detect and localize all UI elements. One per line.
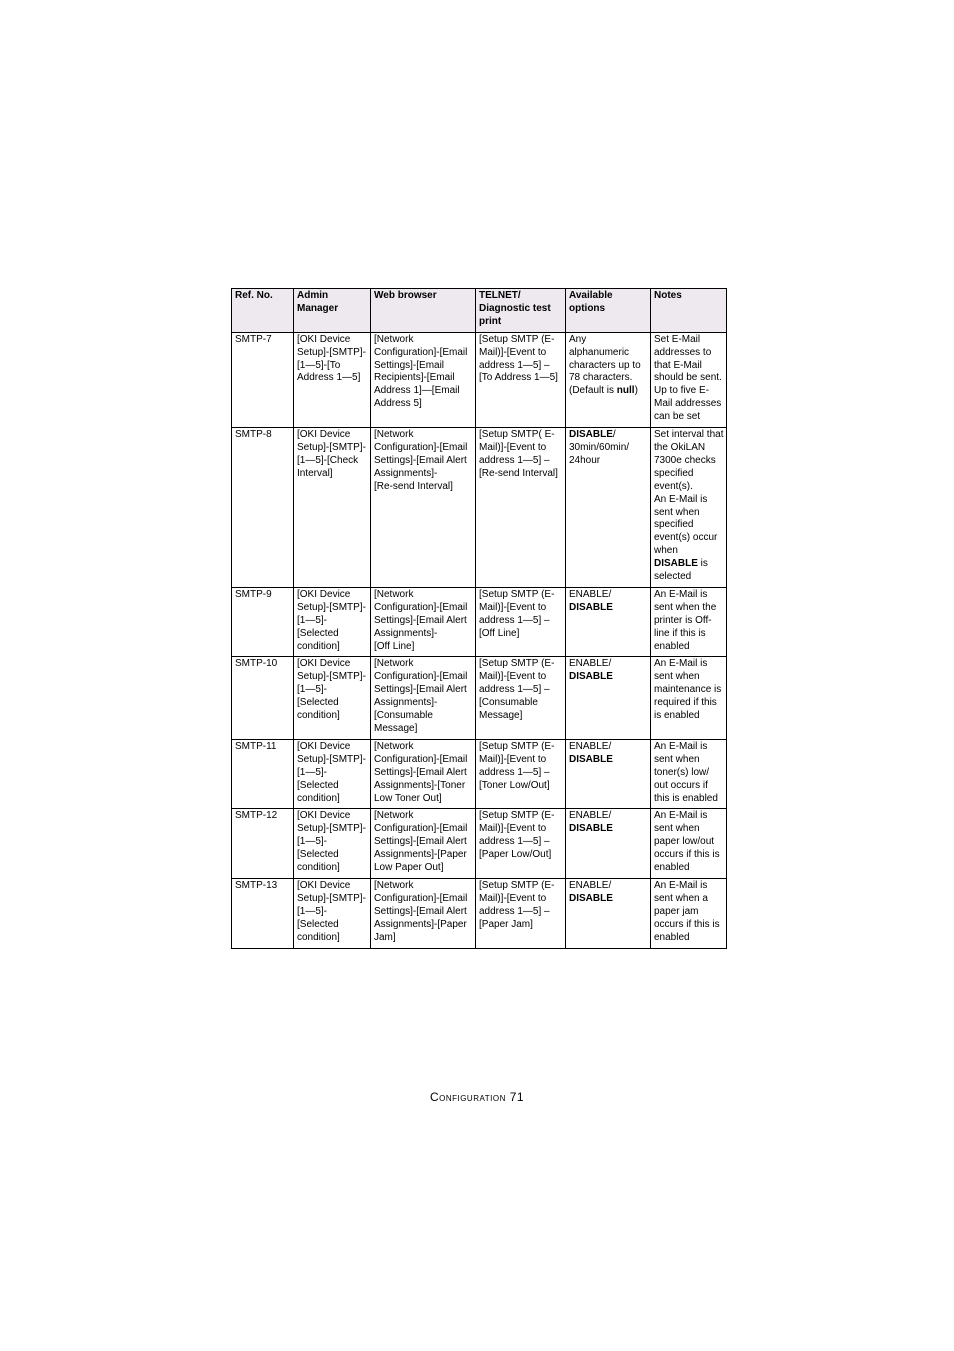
header-available-options: Available options [566,289,651,333]
cell-admin: [OKI Device Setup]-[SMTP]-[1—5]-[Check Interval] [294,428,371,588]
cell-admin: [OKI Device Setup]-[SMTP]-[1—5]-[Selected condition] [294,657,371,739]
footer-section-title: Configuration [429,1090,506,1104]
page-footer [0,1090,954,1104]
cell-telnet: [Setup SMTP (E-Mail)]-[Event to address 1—5] – [Paper Low/Out] [476,809,566,879]
cell-telnet: [Setup SMTP (E-Mail)]-[Event to address 1—5] – [Paper Jam] [476,878,566,948]
cell-options: ENABLE/ DISABLE [566,739,651,809]
header-web-browser: Web browser [371,289,476,333]
cell-notes: Set E-Mail addresses to that E-Mail should be sent. Up to five E-Mail addresses can be set [651,332,727,427]
cell-notes: An E-Mail is sent when toner(s) low/ out occurs if this is enabled [651,739,727,809]
cell-telnet: [Setup SMTP (E-Mail)]-[Event to address 1—5] – [Consumable Message] [476,657,566,739]
cell-ref: SMTP-8 [232,428,294,588]
table-row [232,428,727,588]
cell-ref: SMTP-12 [232,809,294,879]
cell-telnet: [Setup SMTP (E-Mail)]-[Event to address 1—5] – [To Address 1—5] [476,332,566,427]
cell-web: [Network Configuration]-[Email Settings]-[Email Alert Assignments]-[Paper Jam] [371,878,476,948]
header-admin-manager: Admin Manager [294,289,371,333]
settings-table [231,288,727,949]
cell-ref: SMTP-7 [232,332,294,427]
cell-web: [Network Configuration]-[Email Settings]-[Email Alert Assignments]-[Toner Low Toner Out] [371,739,476,809]
cell-admin: [OKI Device Setup]-[SMTP]-[1—5]-[Selected condition] [294,809,371,879]
cell-notes: An E-Mail is sent when maintenance is required if this is enabled [651,657,727,739]
cell-options: ENABLE/ DISABLE [566,878,651,948]
table-row [232,809,727,879]
table-row [232,739,727,809]
cell-web: [Network Configuration]-[Email Settings]-[Email Recipients]-[Email Address 1]—[Email Address 5] [371,332,476,427]
cell-notes: Set interval that the OkiLAN 7300e checks specified event(s). An E-Mail is sent when specified event(s) occur when DISABLE is selected [651,428,727,588]
cell-ref: SMTP-10 [232,657,294,739]
header-ref-no: Ref. No. [232,289,294,333]
cell-notes: An E-Mail is sent when paper low/out occurs if this is enabled [651,809,727,879]
table-row [232,657,727,739]
cell-telnet: [Setup SMTP( E-Mail)]-[Event to address 1—5] – [Re-send Interval] [476,428,566,588]
cell-admin: [OKI Device Setup]-[SMTP]-[1—5]-[Selected condition] [294,878,371,948]
cell-telnet: [Setup SMTP (E-Mail)]-[Event to address 1—5] – [Off Line] [476,587,566,657]
cell-admin: [OKI Device Setup]-[SMTP]-[1—5]-[To Address 1—5] [294,332,371,427]
cell-telnet: [Setup SMTP (E-Mail)]-[Event to address 1—5] – [Toner Low/Out] [476,739,566,809]
cell-options: DISABLE/ 30min/60min/ 24hour [566,428,651,588]
header-notes: Notes [651,289,727,333]
table-header-row [232,289,727,333]
cell-notes: An E-Mail is sent when the printer is Off-line if this is enabled [651,587,727,657]
page-number: 71 [509,1090,525,1104]
table-row [232,587,727,657]
cell-admin: [OKI Device Setup]-[SMTP]-[1—5]-[Selected condition] [294,739,371,809]
cell-web: [Network Configuration]-[Email Settings]-[Email Alert Assignments]-[Paper Low Paper Out] [371,809,476,879]
table-row [232,878,727,948]
cell-options: ENABLE/ DISABLE [566,809,651,879]
cell-options: Any alphanumeric characters up to 78 characters. (Default is null) [566,332,651,427]
cell-web: [Network Configuration]-[Email Settings]-[Email Alert Assignments]- [Re-send Interval] [371,428,476,588]
cell-notes: An E-Mail is sent when a paper jam occurs if this is enabled [651,878,727,948]
table-row [232,332,727,427]
cell-ref: SMTP-13 [232,878,294,948]
header-telnet: TELNET/ Diagnostic test print [476,289,566,333]
cell-web: [Network Configuration]-[Email Settings]-[Email Alert Assignments]-[Consumable Message] [371,657,476,739]
cell-admin: [OKI Device Setup]-[SMTP]-[1—5]-[Selected condition] [294,587,371,657]
cell-ref: SMTP-11 [232,739,294,809]
cell-options: ENABLE/ DISABLE [566,657,651,739]
cell-options: ENABLE/ DISABLE [566,587,651,657]
cell-web: [Network Configuration]-[Email Settings]-[Email Alert Assignments]- [Off Line] [371,587,476,657]
cell-ref: SMTP-9 [232,587,294,657]
